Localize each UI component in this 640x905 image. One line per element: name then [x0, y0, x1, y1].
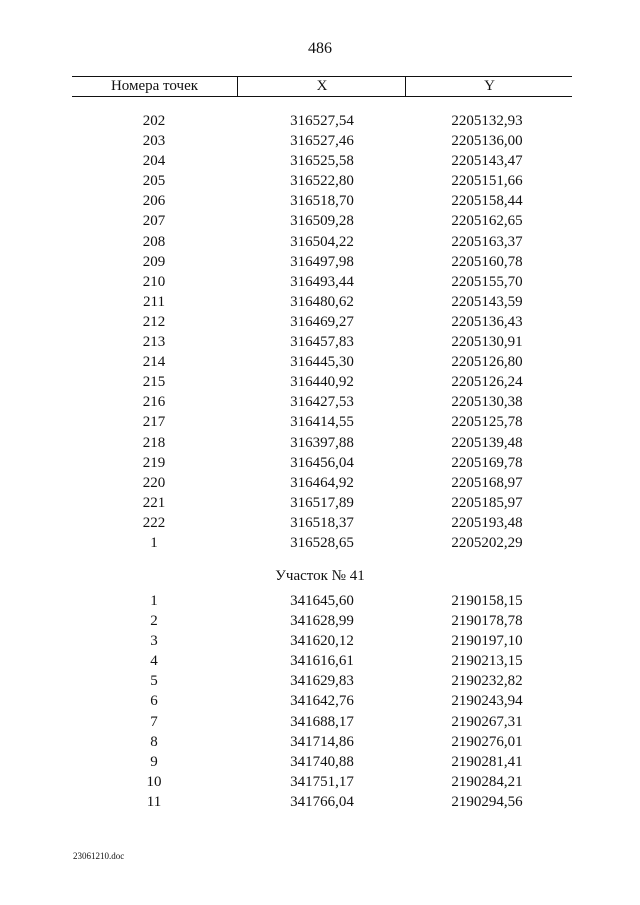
- table-row: [72, 171, 572, 191]
- point-number: 215: [142, 374, 166, 391]
- y-coordinate: 2190158,15: [451, 593, 523, 609]
- point-number: 208: [142, 233, 166, 250]
- table-row: [72, 631, 572, 651]
- y-coordinate: 2190294,56: [451, 793, 523, 810]
- y-coordinate: 2190276,01: [451, 733, 523, 750]
- table-row: [72, 772, 572, 792]
- point-number: 202: [142, 113, 166, 129]
- page-number: 486: [308, 40, 332, 57]
- point-number: 3: [150, 633, 158, 650]
- y-coordinate: 2190243,94: [451, 693, 523, 710]
- point-number: 222: [142, 514, 166, 531]
- point-number: 1: [150, 593, 158, 609]
- table-row: [72, 752, 572, 772]
- header-y: Y: [405, 77, 573, 96]
- table-row: [72, 332, 572, 352]
- point-number: 209: [142, 253, 166, 270]
- table-row: [72, 211, 572, 231]
- x-coordinate: 316527,54: [290, 113, 354, 129]
- point-number: 207: [142, 213, 166, 230]
- y-coordinate: 2205139,48: [451, 434, 523, 451]
- y-coordinate: 2190178,78: [451, 613, 523, 630]
- point-number: 218: [142, 434, 166, 451]
- point-number: 214: [142, 354, 166, 371]
- x-coordinate: 316525,58: [290, 153, 354, 170]
- y-coordinate: 2205158,44: [451, 193, 523, 210]
- y-coordinate: 2205143,59: [451, 293, 523, 310]
- point-number: 217: [142, 414, 166, 431]
- table-row: [72, 453, 572, 473]
- x-coordinate: 341620,12: [290, 633, 354, 650]
- point-number: 219: [142, 454, 166, 471]
- table-row: [72, 671, 572, 691]
- x-coordinate: 316456,04: [290, 454, 354, 471]
- x-coordinate: 316517,89: [290, 494, 354, 511]
- x-coordinate: 341740,88: [290, 753, 354, 770]
- x-coordinate: 316440,92: [290, 374, 354, 391]
- table-row: [72, 372, 572, 392]
- table-row: [72, 392, 572, 412]
- x-coordinate: 341766,04: [290, 793, 354, 810]
- y-coordinate: 2205163,37: [451, 233, 523, 250]
- y-coordinate: 2205143,47: [451, 153, 523, 170]
- x-coordinate: 316414,55: [290, 414, 354, 431]
- point-number: 206: [142, 193, 166, 210]
- y-coordinate: 2190281,41: [451, 753, 523, 770]
- header-x: X: [237, 77, 406, 96]
- table-row: [72, 513, 572, 533]
- table-row: [72, 252, 572, 272]
- table-row: [72, 732, 572, 752]
- y-coordinate: 2205126,24: [451, 374, 523, 391]
- table-row: [72, 591, 572, 611]
- y-coordinate: 2205168,97: [451, 474, 523, 491]
- x-coordinate: 316493,44: [290, 273, 354, 290]
- y-coordinate: 2205160,78: [451, 253, 523, 270]
- table-row: [72, 352, 572, 372]
- x-coordinate: 341642,76: [290, 693, 354, 710]
- y-coordinate: 2205151,66: [451, 173, 523, 190]
- y-coordinate: 2205130,91: [451, 334, 523, 351]
- y-coordinate: 2205155,70: [451, 273, 523, 290]
- table-row: [72, 191, 572, 211]
- section-title: Участок № 41: [275, 568, 365, 584]
- y-coordinate: 2205130,38: [451, 394, 523, 411]
- x-coordinate: 316497,98: [290, 253, 354, 270]
- x-coordinate: 316464,92: [290, 474, 354, 491]
- y-coordinate: 2205132,93: [451, 113, 523, 129]
- table-row: [72, 433, 572, 453]
- table-row: [72, 232, 572, 252]
- y-coordinate: 2205126,80: [451, 354, 523, 371]
- point-number: 6: [150, 693, 158, 710]
- table-row: [72, 651, 572, 671]
- point-number: 10: [146, 773, 162, 790]
- point-number: 8: [150, 733, 158, 750]
- point-number: 7: [150, 713, 158, 730]
- table-row: [72, 611, 572, 631]
- y-coordinate: 2190213,15: [451, 653, 523, 670]
- point-number: 211: [143, 293, 165, 310]
- y-coordinate: 2205136,00: [451, 133, 523, 150]
- x-coordinate: 341751,17: [290, 773, 354, 790]
- table-row: [72, 111, 572, 131]
- x-coordinate: 316469,27: [290, 313, 354, 330]
- x-coordinate: 316480,62: [290, 293, 354, 310]
- x-coordinate: 341629,83: [290, 673, 354, 690]
- header-point-numbers: Номера точек: [110, 78, 199, 94]
- point-number: 212: [142, 313, 166, 330]
- table-row: [72, 533, 572, 553]
- point-number: 203: [142, 133, 166, 150]
- y-coordinate: 2190197,10: [451, 633, 523, 650]
- y-coordinate: 2205136,43: [451, 313, 523, 330]
- coordinates-block-2: [72, 591, 572, 812]
- table-row: [72, 292, 572, 312]
- table-header: [72, 76, 572, 97]
- table-row: [72, 493, 572, 513]
- x-coordinate: 316518,37: [290, 514, 354, 531]
- x-coordinate: 316397,88: [290, 434, 354, 451]
- point-number: 4: [150, 653, 158, 670]
- table-row: [72, 792, 572, 812]
- table-row: [72, 712, 572, 732]
- coordinates-block-1: [72, 111, 572, 553]
- point-number: 210: [142, 273, 166, 290]
- y-coordinate: 2190284,21: [451, 773, 523, 790]
- point-number: 216: [142, 394, 166, 411]
- y-coordinate: 2205169,78: [451, 454, 523, 471]
- y-coordinate: 2190267,31: [451, 713, 523, 730]
- table-row: [72, 473, 572, 493]
- x-coordinate: 316522,80: [290, 173, 354, 190]
- x-coordinate: 316527,46: [290, 133, 354, 150]
- table-row: [72, 151, 572, 171]
- x-coordinate: 316504,22: [290, 233, 354, 250]
- y-coordinate: 2205185,97: [451, 494, 523, 511]
- x-coordinate: 316445,30: [290, 354, 354, 371]
- point-number: 220: [142, 474, 166, 491]
- point-number: 9: [150, 753, 158, 770]
- table-row: [72, 691, 572, 711]
- table-row: [72, 131, 572, 151]
- x-coordinate: 341645,60: [290, 593, 354, 609]
- point-number: 221: [142, 494, 166, 511]
- x-coordinate: 341714,86: [290, 733, 354, 750]
- x-coordinate: 341628,99: [290, 613, 354, 630]
- point-number: 1: [150, 534, 158, 551]
- table-row: [72, 312, 572, 332]
- y-coordinate: 2190232,82: [451, 673, 523, 690]
- point-number: 11: [146, 793, 162, 810]
- footer-filename: 23061210.doc: [73, 851, 125, 861]
- point-number: 5: [150, 673, 158, 690]
- x-coordinate: 341688,17: [290, 713, 354, 730]
- point-number: 205: [142, 173, 166, 190]
- y-coordinate: 2205162,65: [451, 213, 523, 230]
- table-row: [72, 412, 572, 432]
- x-coordinate: 316427,53: [290, 394, 354, 411]
- y-coordinate: 2205125,78: [451, 414, 523, 431]
- y-coordinate: 2205193,48: [451, 514, 523, 531]
- x-coordinate: 316509,28: [290, 213, 354, 230]
- x-coordinate: 316457,83: [290, 334, 354, 351]
- x-coordinate: 316528,65: [290, 534, 354, 551]
- x-coordinate: 341616,61: [290, 653, 354, 670]
- table-row: [72, 272, 572, 292]
- point-number: 213: [142, 334, 166, 351]
- point-number: 2: [150, 613, 158, 630]
- y-coordinate: 2205202,29: [451, 534, 523, 551]
- x-coordinate: 316518,70: [290, 193, 354, 210]
- point-number: 204: [142, 153, 166, 170]
